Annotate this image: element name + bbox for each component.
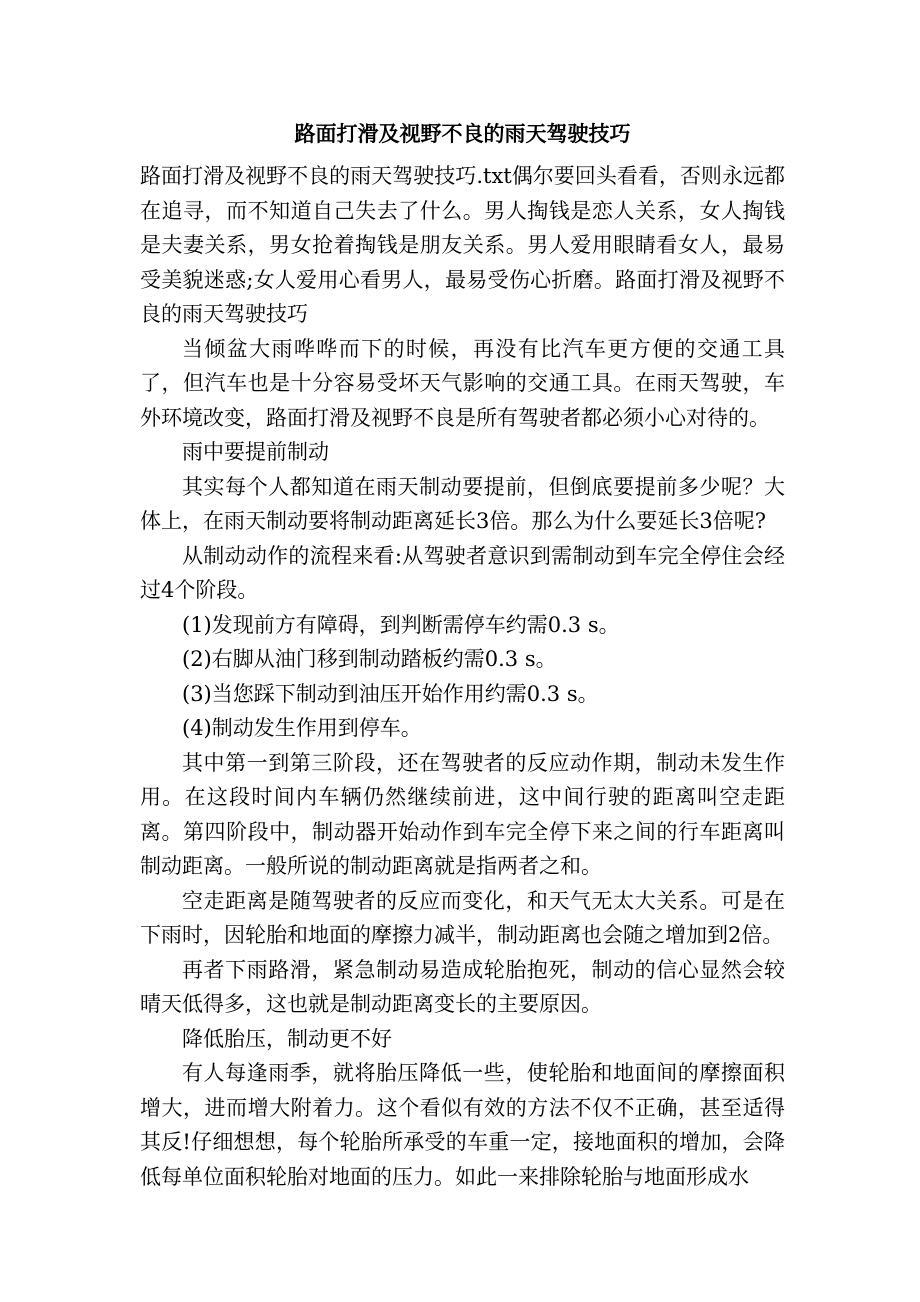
paragraph: 从制动动作的流程来看:从驾驶者意识到需制动到车完全停住会经过4个阶段。 [140, 543, 785, 602]
section-heading: 降低胎压，制动更不好 [182, 1026, 392, 1051]
paragraph: 有人每逢雨季，就将胎压降低一些，使轮胎和地面间的摩擦面积增大，进而增大附着力。这个看似有效的方法不仅不正确，甚至适得其反!仔细想想，每个轮胎所承受的车重一定，接地面积的增加，会降低每单位面积轮胎对地面的压力。如此一来排除轮胎与地面形成水 [140, 1061, 785, 1189]
paragraph: 其实每个人都知道在雨天制动要提前，但倒底要提前多少呢？大体上，在雨天制动要将制动距离延长3倍。那么为什么要延长3倍呢? [140, 474, 785, 533]
list-item: (3)当您踩下制动到油压开始作用约需0.3 s。 [182, 681, 599, 706]
document-body [140, 159, 785, 1194]
list-item: (1)发现前方有障碍，到判断需停车约需0.3 s。 [182, 612, 620, 637]
document-page [140, 115, 785, 1194]
document-title: 路面打滑及视野不良的雨天驾驶技巧 [294, 121, 631, 146]
paragraph-intro: 路面打滑及视野不良的雨天驾驶技巧.txt偶尔要回头看看，否则永远都在追寻，而不知道自己失去了什么。男人掏钱是恋人关系，女人掏钱是夫妻关系，男女抢着掏钱是朋友关系。男人爱用眼睛看女人，最易受美貌迷惑;女人爱用心看男人，最易受伤心折磨。路面打滑及视野不良的雨天驾驶技巧 [140, 164, 785, 326]
paragraph: 当倾盆大雨哗哗而下的时候，再没有比汽车更方便的交通工具了，但汽车也是十分容易受坏天气影响的交通工具。在雨天驾驶，车外环境改变，路面打滑及视野不良是所有驾驶者都必须小心对待的。 [140, 336, 785, 430]
section-heading: 雨中要提前制动 [182, 440, 329, 464]
list-item: (2)右脚从油门移到制动踏板约需0.3 s。 [182, 647, 557, 671]
paragraph: 其中第一到第三阶段，还在驾驶者的反应动作期，制动未发生作用。在这段时间内车辆仍然继续前进，这中间行驶的距离叫空走距离。第四阶段中，制动器开始动作到车完全停下来之间的行车距离叫制动距离。一般所说的制动距离就是指两者之和。 [140, 750, 785, 878]
paragraph: 再者下雨路滑，紧急制动易造成轮胎抱死，制动的信心显然会较晴天低得多，这也就是制动距离变长的主要原因。 [140, 957, 785, 1016]
list-item: (4)制动发生作用到停车。 [182, 716, 422, 740]
paragraph: 空走距离是随驾驶者的反应而变化，和天气无太大关系。可是在下雨时，因轮胎和地面的摩擦力减半，制动距离也会随之增加到2倍。 [140, 888, 785, 947]
